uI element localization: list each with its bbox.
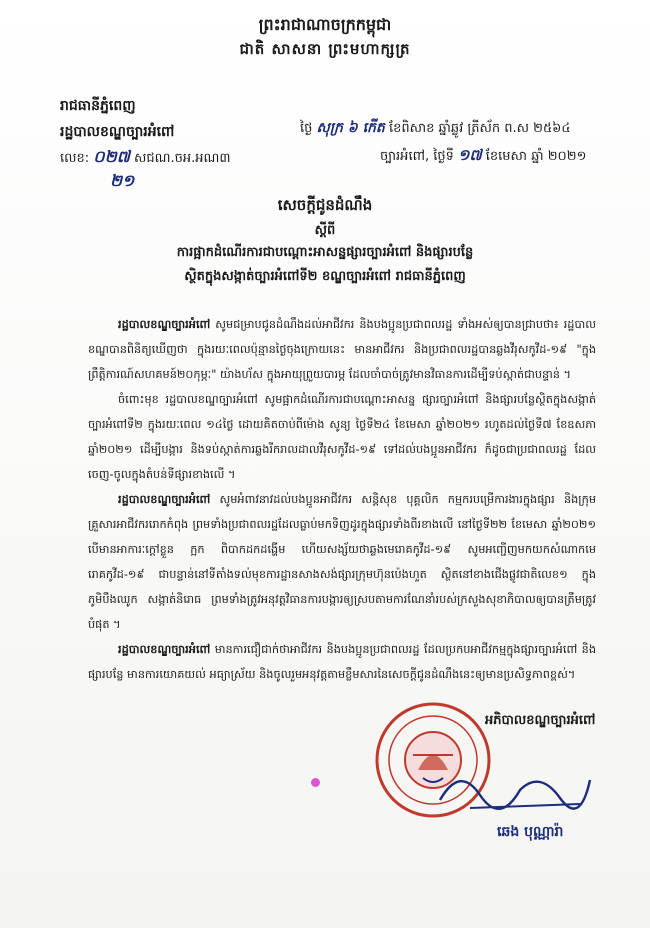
handwritten-signature-icon xyxy=(430,760,600,820)
signer-name: ឆេង បុណ្ណារ៉ា xyxy=(497,824,564,840)
paragraph xyxy=(88,312,596,387)
document-heading: សេចក្ដីជូនដំណឹង xyxy=(277,196,373,214)
lunar-handwritten: សុក្រ ៦ កើត xyxy=(316,120,385,136)
paragraph xyxy=(88,637,596,687)
subject-about: ស្ដីពី xyxy=(314,223,336,238)
reference-number xyxy=(60,146,230,170)
notice-body xyxy=(88,312,596,687)
lunar-rest: ខែពិសាខ ឆ្នាំឆ្លូវ ត្រីស័ក ព.ស ២៥៦៤ xyxy=(388,121,571,136)
subject-line-1: ការផ្អាកដំណើរការជាបណ្ដោះអាសន្នផ្សារច្បារអំពៅ និងផ្សារបន្លែ xyxy=(176,245,474,260)
paragraph-text: សូមអំពាវនាវដល់បងប្អូនអាជីវករ សន្តិសុខ បុគ្គលិក កម្មករបម្រើការងារក្នុងផ្សារ និងក្រុមគ្រួសារអាជីវកររោកកំពុង ព្រមទាំងប្រជាពលរដ្ឋដែលធ្លាប់មកទិញដូរក្នុងផ្សារទាំងពីរខាងលើ នៅថ្ងៃទី២២ ខែមេសា ឆ្នាំ២០២១ បើមានអាការៈក្ដៅខ្លួន ក្អក ពិបាកដកដង្ហើម ហើយសង្ស័យថាឆ្លងមេរោគកូវីដ-១៩ សូមអញ្ជើញមកយកសំណាកមេរោគកូវីដ-១៩ ជាបន្ទាន់នៅទីតាំងទល់មុខការដ្ឋានសាងសង់ផ្សារក្រុមហ៊ុនប៉េងហួត ស្ថិតនៅខាងជើងផ្លូវជាតិលេខ១ ក្នុងភូមិបឹងឈូក សង្កាត់និរោធ ព្រមទាំងត្រូវអនុវត្តវិធានការបង្ការឲ្យស្របតាមការណែនាំរបស់ក្រសួងសុខាភិបាលឲ្យបានត្រឹមត្រូវបំផុត ។ xyxy=(88,493,596,631)
paragraph xyxy=(88,487,596,637)
district-office: រដ្ឋបាលខណ្ឌច្បារអំពៅ xyxy=(60,124,175,140)
kingdom-heading: ព្រះរាជាណាចក្រកម្ពុជា xyxy=(258,15,392,34)
solar-rest: ខែមេសា ឆ្នាំ ២០២១ xyxy=(485,149,587,164)
solar-prefix: ច្បារអំពៅ, ថ្ងៃទី xyxy=(380,149,454,164)
lunar-prefix: ថ្ងៃ xyxy=(300,121,313,136)
ref-prefix: លេខ: xyxy=(60,151,90,166)
solar-date xyxy=(380,146,586,168)
ref-suffix: សជណ.ចអ.អណ៣ xyxy=(133,151,231,166)
lunar-date xyxy=(300,118,571,139)
ref-handwritten-day: ២១ xyxy=(110,171,135,190)
paragraph-text: សូមជម្រាបជូនដំណឹងដល់អាជីវករ និងបងប្អូនប្រជាពលរដ្ឋ ទាំងអស់ឲ្យបានជ្រាបថា៖ រដ្ឋបាលខណ្ឌបានពិនិត្យឃើញថា ក្នុងរយៈពេលប៉ុន្មានថ្ងៃចុងក្រោយនេះ មានអាជីវករ និងប្រជាពលរដ្ឋបានឆ្លងវីរុសកូវីដ-១៩ "ក្នុងព្រឹត្តិការណ៍សហគមន៍២០កុម្ភៈ" យ៉ាងហ័ស ក្នុងអាយុព្រួយបារម្ភ ដែលចាំបាច់ត្រូវមានវិធានការដើម្បីទប់ស្កាត់ជាបន្ទាន់ ។ xyxy=(88,318,596,381)
paragraph-lead: រដ្ឋបាលខណ្ឌច្បារអំពៅ xyxy=(118,318,211,331)
paragraph xyxy=(88,387,596,487)
capital-name: រាជធានីភ្នំពេញ xyxy=(60,98,136,114)
ref-handwritten-number: ០២៧ xyxy=(93,147,130,166)
national-motto: ជាតិ សាសនា ព្រះមហាក្សត្រ xyxy=(239,40,411,58)
paragraph-lead: រដ្ឋបាលខណ្ឌច្បារអំពៅ xyxy=(118,493,211,506)
paragraph-lead: រដ្ឋបាលខណ្ឌច្បារអំពៅ xyxy=(118,643,211,656)
subject-line-2: ស្ថិតក្នុងសង្កាត់ច្បារអំពៅទី២ ខណ្ឌច្បារអំពៅ រាជធានីភ្នំពេញ xyxy=(184,269,466,284)
pink-marker-dot xyxy=(311,778,320,787)
solar-handwritten-day: ១៧ xyxy=(457,146,482,164)
paragraph-text: ចំពោះមុខ រដ្ឋបាលខណ្ឌច្បារអំពៅ សូមផ្អាកដំណើរការជាបណ្ដោះអាសន្ន ផ្សារច្បារអំពៅ និងផ្សារបន្លែស្ថិតក្នុងសង្កាត់ច្បារអំពៅទី២ ក្នុងរយៈពេល ១៤ថ្ងៃ ដោយគិតចាប់ពីម៉ោង សូន្យ ថ្ងៃទី២៤ ខែមេសា ឆ្នាំ២០២១ រហូតដល់ថ្ងៃទី៧ ខែឧសភា ឆ្នាំ២០២១ ដើម្បីបង្ការ និងទប់ស្កាត់ការឆ្លងរីករាលដាលវីរុសកូវីដ-១៩ ទៅដល់បងប្អូនអាជីវករ ក៏ដូចជាប្រជាពលរដ្ឋ ដែលចេញ-ចូលក្នុងតំបន់ទីផ្សារខាងលើ ។ xyxy=(88,393,596,481)
paragraph-text: មានការជឿជាក់ថាអាជីវករ និងបងប្អូនប្រជាពលរដ្ឋ ដែលប្រកបអាជីវកម្មក្នុងផ្សារច្បារអំពៅ និងផ្សារបន្លែ មានការយោគយល់ អធ្យាស្រ័យ និងចូលរួមអនុវត្តតាមខ្លឹមសារនៃសេចក្ដីជូនដំណឹងនេះឲ្យមានប្រសិទ្ធភាពខ្ពស់។ xyxy=(88,643,596,681)
signer-title: អភិបាលខណ្ឌច្បារអំពៅ xyxy=(485,713,596,728)
